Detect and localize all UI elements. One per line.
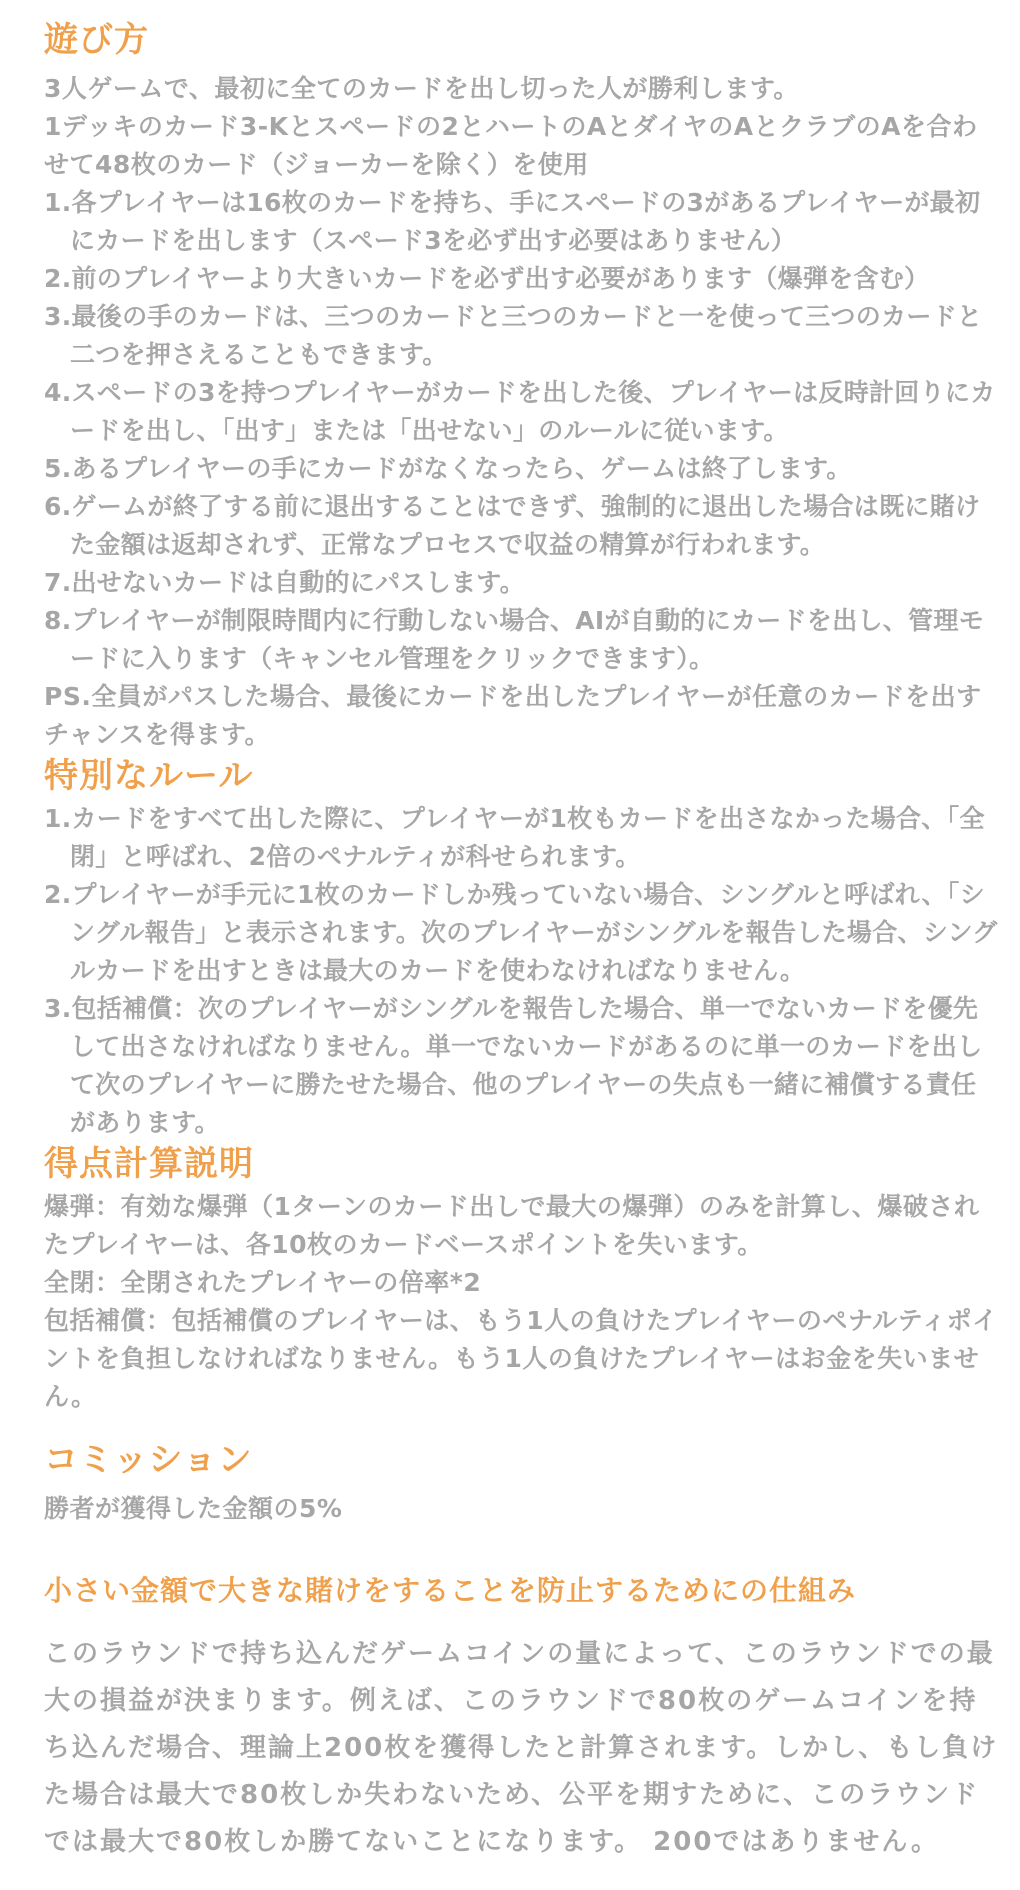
anti-gambling-text: このラウンドで持ち込んだゲームコインの量によって、このラウンドでの最大の損益が決まります。例えば、このラウンドで80枚のゲームコインを持ち込んだ場合、理論上200枚を獲得したと計算されます。しかし、もし負けた場合は最大で80枚しか失わないため、公平を期すために、このラウンドでは最大で80枚しか勝てないことになります。 200ではありません。 — [44, 1639, 999, 1858]
rule-item: 6.ゲームが終了する前に退出することはできず、強制的に退出した場合は既に賭けた金額は返却されず、正常なプロセスで収益の精算が行われます。 — [44, 491, 981, 559]
section-title-how-to-play: 遊び方 — [44, 20, 149, 60]
intro-line: 3人ゲームで、最初に全てのカードを出し切った人が勝利します。 — [44, 73, 799, 103]
rule-item: 2.前のプレイヤーより大きいカードを必ず出す必要があります（爆弾を含む） — [44, 263, 930, 293]
commission-text: 勝者が獲得した金額の5% — [44, 1493, 343, 1523]
section-title-anti-gambling: 小さい金額で大きな賭けをすることを防止するためにの仕組み — [44, 1573, 857, 1607]
special-rule-item: 2.プレイヤーが手元に1枚のカードしか残っていない場合、シングルと呼ばれ、「シングル報告」と表示されます。次のプレイヤーがシングルを報告した場合、シングルカードを出すときは最大のカードを使わなければなりません。 — [44, 879, 998, 985]
special-rule-item: 3.包括補償：次のプレイヤーがシングルを報告した場合、単一でないカードを優先して出さなければなりません。単一でないカードがあるのに単一のカードを出して次のプレイヤーに勝たせた場合、他のプレイヤーの失点も一緒に補償する責任があります。 — [44, 993, 983, 1137]
rule-item: 7.出せないカードは自動的にパスします。 — [44, 567, 525, 597]
scoring-line: 包括補償：包括補償のプレイヤーは、もう1人の負けたプレイヤーのペナルティポイントを負担しなければなりません。もう1人の負けたプレイヤーはお金を失いません。 — [44, 1305, 998, 1411]
scoring-line: 全閉：全閉されたプレイヤーの倍率*2 — [44, 1267, 482, 1297]
rule-item: 4.スペードの3を持つプレイヤーがカードを出した後、プレイヤーは反時計回りにカードを出し、「出す」または「出せない」のルールに従います。 — [44, 377, 996, 445]
rule-item: 3.最後の手のカードは、三つのカードと三つのカードと一を使って三つのカードと二つを押さえることもできます。 — [44, 301, 983, 369]
special-rule-item: 1.カードをすべて出した際に、プレイヤーが1枚もカードを出さなかった場合、「全閉」と呼ばれ、2倍のペナルティが科せられます。 — [44, 803, 985, 871]
scoring-line: 爆弾：有効な爆弾（1ターンのカード出しで最大の爆弾）のみを計算し、爆破されたプレイヤーは、各10枚のカードベースポイントを失います。 — [44, 1191, 980, 1259]
rule-item: 8.プレイヤーが制限時間内に行動しない場合、AIが自動的にカードを出し、管理モードに入ります（キャンセル管理をクリックできます）。 — [44, 605, 984, 673]
section-title-scoring: 得点計算説明 — [44, 1143, 254, 1184]
section-title-commission: コミッション — [44, 1439, 253, 1480]
ps-note: PS.全員がパスした場合、最後にカードを出したプレイヤーが任意のカードを出すチャンスを得ます。 — [44, 681, 982, 749]
rules-page — [44, 18, 1000, 1866]
rule-item: 5.あるプレイヤーの手にカードがなくなったら、ゲームは終了します。 — [44, 453, 852, 483]
rule-item: 1.各プレイヤーは16枚のカードを持ち、手にスペードの3があるプレイヤーが最初にカードを出します（スペード3を必ず出す必要はありません） — [44, 187, 981, 255]
section-title-special-rules: 特別なルール — [44, 755, 254, 796]
intro-line: 1デッキのカード3-Kとスペードの2とハートのAとダイヤのAとクラブのAを合わせて48枚のカード（ジョーカーを除く）を使用 — [44, 111, 978, 179]
